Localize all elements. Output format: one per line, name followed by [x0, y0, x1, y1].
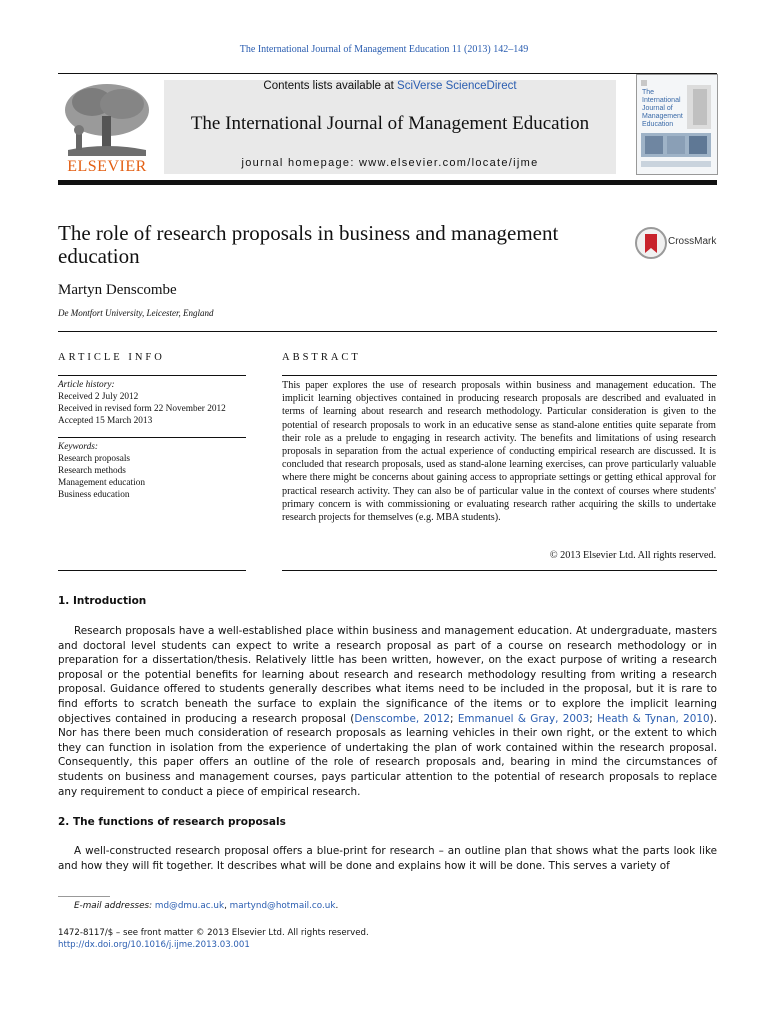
keyword-item: Management education	[58, 478, 145, 488]
journal-cover-thumbnail	[636, 74, 718, 175]
masthead-top-rule	[58, 73, 717, 74]
intro-text-a: Research proposals have a well-established place within business and management education. At undergraduate, masters and doctoral level students can expect to write a research proposal as part of a course on research methodology or in preparation for a dissertation/thesis. Relatively little has been written, however, on the exact purpose of writing a research proposal or the potential benefits for learning about research and research methodology resulting from writing a research proposal. Guidance offered to students generally describes what items need to be included in the proposal, but it is rare to find efforts to scratch beneath the surface to explain the significance of the items or to explore the implicit learning objectives contained in producing a research proposal (	[58, 625, 717, 725]
contents-line	[164, 80, 616, 92]
email-label: E-mail addresses:	[74, 901, 155, 911]
cover-title: The International Journal of Management Education	[642, 89, 683, 128]
masthead-bottom-rule	[58, 180, 717, 185]
footnote-rule	[58, 896, 110, 897]
history-revised: Received in revised form 22 November 2012	[58, 404, 226, 414]
history-label: Article history:	[58, 380, 115, 390]
crossmark-label: CrossMark	[668, 236, 717, 247]
keywords	[58, 441, 246, 501]
journal-title: The International Journal of Management Education	[190, 113, 590, 134]
running-head: The International Journal of Management Education 11 (2013) 142–149	[239, 44, 529, 55]
author-name: Martyn Denscombe	[58, 282, 177, 298]
article-history	[58, 379, 246, 427]
author-affiliation: De Montfort University, Leicester, England	[58, 308, 214, 318]
abstract-copyright: © 2013 Elsevier Ltd. All rights reserved.	[549, 550, 716, 561]
history-accepted: Accepted 15 March 2013	[58, 416, 153, 426]
front-matter-text: 1472-8117/$ – see front matter © 2013 Elsevier Ltd. All rights reserved.	[58, 928, 369, 938]
publisher-name: ELSEVIER	[67, 158, 147, 175]
intro-heading: 1. Introduction	[58, 595, 147, 607]
citation-link[interactable]: Emmanuel & Gray, 2003	[457, 712, 590, 725]
info-rule-1	[58, 375, 246, 376]
sciencedirect-link[interactable]: SciVerse ScienceDirect	[397, 80, 517, 92]
footnote-emails: E-mail addresses: md@dmu.ac.uk, martynd@hotmail.co.uk.	[74, 901, 339, 911]
contents-prefix: Contents lists available at	[263, 80, 398, 92]
info-rule-2	[58, 437, 246, 438]
functions-text: A well-constructed research proposal offers a blue-print for research – an outline plan that shows what the parts look like and how they will fit together. It describes what will be done and explains how it will be done. This serves a variety of	[58, 845, 717, 872]
keywords-label: Keywords:	[58, 442, 98, 452]
keyword-item: Research proposals	[58, 454, 131, 464]
front-matter	[58, 927, 369, 951]
intro-text-b: ). Nor has there been much consideration of research proposals as learning vehicles in their own right, or the extent to which they can function in isolation from the experience of undertaking the plan of work contained within the research proposal. Consequently, this paper offers an outline of the role of research proposals and, bearing in mind the circumstances of students on business and management courses, pays particular attention to the potential of research proposals to replace any requirement to conduct a piece of empirical research.	[58, 712, 717, 798]
keyword-item: Research methods	[58, 466, 126, 476]
abstract-top-rule	[282, 375, 717, 376]
citation-link[interactable]: Denscombe, 2012	[354, 712, 450, 725]
citation-link[interactable]: Heath & Tynan, 2010	[597, 712, 710, 725]
journal-homepage[interactable]: journal homepage: www.elsevier.com/locate/ijme	[241, 157, 539, 169]
title-rule	[58, 331, 717, 332]
email-link[interactable]: martynd@hotmail.co.uk	[229, 901, 336, 911]
info-bottom-rule	[58, 570, 246, 571]
intro-paragraph: Research proposals have a well-established place within business and management education. At undergraduate, masters and doctoral level students can expect to write a research proposal as part of a course on research methodology or in preparation for a dissertation/thesis. Relatively little has been written, however, on the exact purpose of writing a research proposal or the potential benefits for learning about research and research methodology resulting from writing a research proposal. Guidance offered to students generally describes what items need to be included in the proposal, but it is rare to find efforts to scratch beneath the surface to explain the significance of the items or to explore the implicit learning objectives contained in producing a research proposal (Denscombe, 2012; Emmanuel & Gray, 2003; Heath & Tynan, 2010). Nor has there been much consideration of research proposals as learning vehicles in their own right, or the extent to which they can function in isolation from the experience of undertaking the plan of work contained within the research proposal. Consequently, this paper offers an outline of the role of research proposals and, bearing in mind the circumstances of students on business and management courses, pays particular attention to the potential of research proposals to replace any requirement to conduct a piece of empirical research.	[58, 625, 717, 798]
keyword-item: Business education	[58, 490, 130, 500]
email-link[interactable]: md@dmu.ac.uk	[154, 901, 225, 911]
crossmark-badge[interactable]	[634, 226, 720, 260]
article-title: The role of research proposals in business and management education	[58, 221, 559, 268]
history-received: Received 2 July 2012	[58, 392, 139, 402]
doi-link[interactable]: http://dx.doi.org/10.1016/j.ijme.2013.03.001	[58, 940, 250, 950]
abstract-text: This paper explores the use of research proposals within business and management education. The implicit learning objectives contained in producing research proposals are described and evaluated in terms of learning about research and research methodology. Particular consideration is given to the potential of research proposals to work in an educative sense as stand-alone entities quite separate from their role as a prelude to engaging in research activity. The benefits and limitations of using research proposals in separation from the actual experience of conducting empirical research are discussed. It is concluded that research proposals, used as stand-alone learning exercises, can prove particularly valuable where there might be concerns about gaining access to appropriate settings or getting ethical approval for practical research activity. They can also be of particular value in the context of courses where students' primary concern is with commissioning or evaluating research rather acquiring the skills to undertake research projects for themselves (e.g. MBA students).	[282, 380, 716, 524]
abstract-heading: ABSTRACT	[282, 352, 361, 363]
crossmark-icon	[634, 226, 668, 260]
functions-paragraph	[58, 844, 717, 873]
functions-heading: 2. The functions of research proposals	[58, 816, 286, 828]
abstract-bottom-rule	[282, 570, 717, 571]
article-info-heading: ARTICLE INFO	[58, 352, 165, 363]
